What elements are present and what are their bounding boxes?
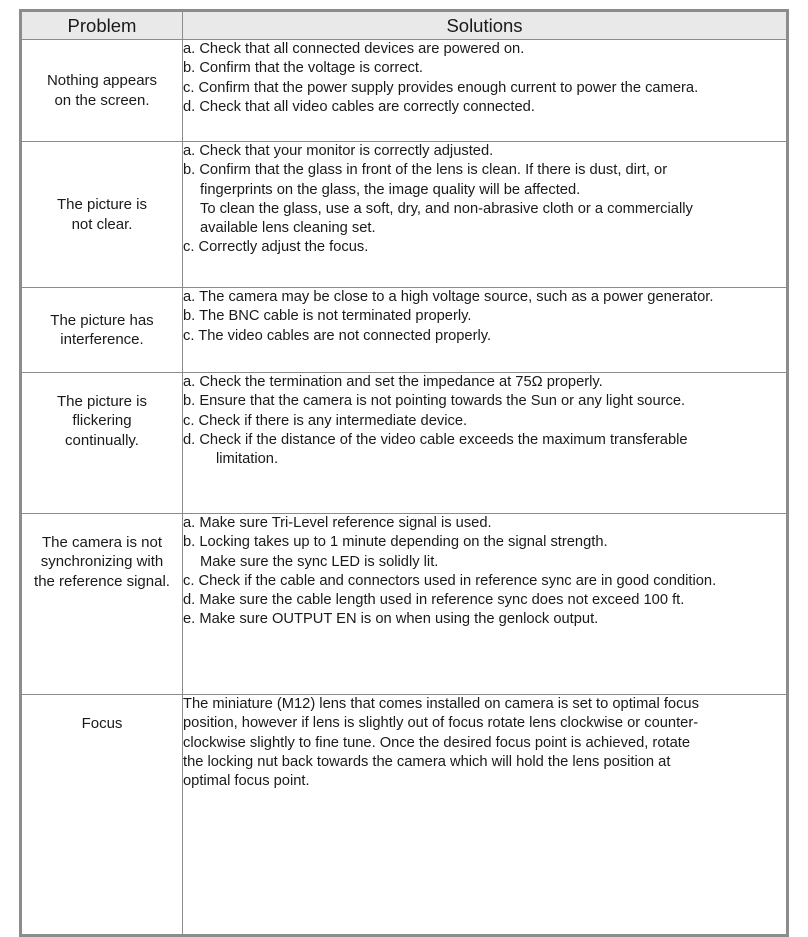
problem-cell bbox=[21, 142, 183, 288]
problem-column-header: Problem bbox=[21, 11, 183, 40]
solutions-column-header: Solutions bbox=[183, 11, 788, 40]
paragraph-line: the locking nut back towards the camera which will hold the lens position at bbox=[183, 753, 671, 770]
problem-line: the reference signal. bbox=[34, 572, 170, 590]
problem-cell bbox=[21, 40, 183, 142]
problem-cell bbox=[21, 695, 183, 936]
problem-cell bbox=[21, 373, 183, 514]
problem-line: Nothing appears bbox=[46, 72, 158, 90]
solution-line: available lens cleaning set. bbox=[200, 220, 376, 237]
table-row bbox=[21, 40, 788, 142]
paragraph-line: clockwise slightly to fine tune. Once the desired focus point is achieved, rotate bbox=[183, 734, 690, 751]
paragraph-line: optimal focus point. bbox=[183, 773, 310, 790]
table-row bbox=[21, 288, 788, 373]
solution-line: d. Check if the distance of the video cable exceeds the maximum transferable bbox=[183, 431, 688, 448]
problem-cell bbox=[21, 288, 183, 373]
problem-line: synchronizing with bbox=[40, 553, 164, 571]
table-row bbox=[21, 695, 788, 936]
problem-line: on the screen. bbox=[54, 91, 150, 109]
solution-line: Make sure the sync LED is solidly lit. bbox=[200, 553, 439, 570]
problem-line: flickering bbox=[72, 412, 132, 430]
solution-line: d. Check that all video cables are correctly connected. bbox=[183, 98, 535, 115]
solution-line: a. Check that all connected devices are powered on. bbox=[183, 41, 525, 57]
problem-cell bbox=[21, 514, 183, 695]
solutions-cell bbox=[183, 40, 788, 142]
problem-line: continually. bbox=[65, 431, 139, 449]
problem-line: interference. bbox=[60, 331, 144, 348]
table-row bbox=[21, 373, 788, 514]
paragraph-line: position, however if lens is slightly out of focus rotate lens clockwise or counter- bbox=[183, 715, 699, 732]
table-row bbox=[21, 514, 788, 695]
solution-line: c. The video cables are not connected properly. bbox=[183, 327, 492, 344]
solution-line: b. Ensure that the camera is not pointing towards the Sun or any light source. bbox=[183, 393, 686, 410]
solution-line: a. The camera may be close to a high voltage source, such as a power generator. bbox=[183, 289, 714, 305]
solution-line: c. Check if the cable and connectors used in reference sync are in good condition. bbox=[183, 572, 717, 589]
table-row bbox=[21, 142, 788, 288]
solutions-cell bbox=[183, 288, 788, 373]
solutions-cell bbox=[183, 514, 788, 695]
solution-line: c. Confirm that the power supply provides enough current to power the camera. bbox=[183, 79, 699, 96]
solution-line: b. Confirm that the glass in front of the lens is clean. If there is dust, dirt, or bbox=[183, 162, 668, 179]
solution-line: a. Make sure Tri-Level reference signal is used. bbox=[183, 515, 492, 531]
solution-line: b. Locking takes up to 1 minute depending on the signal strength. bbox=[183, 534, 608, 551]
solution-line: d. Make sure the cable length used in reference sync does not exceed 100 ft. bbox=[183, 592, 685, 609]
problem-line: The picture is bbox=[56, 196, 148, 214]
problem-line: not clear. bbox=[71, 215, 133, 233]
problem-line: The picture has bbox=[50, 311, 154, 329]
problem-line: The picture is bbox=[56, 393, 148, 410]
solution-line: limitation. bbox=[216, 451, 279, 468]
solution-line: e. Make sure OUTPUT EN is on when using the genlock output. bbox=[183, 611, 599, 628]
solutions-cell bbox=[183, 373, 788, 514]
troubleshooting-table bbox=[19, 9, 789, 937]
solution-line: b. The BNC cable is not terminated properly. bbox=[183, 308, 472, 325]
solution-line: c. Correctly adjust the focus. bbox=[183, 239, 369, 256]
solution-line: b. Confirm that the voltage is correct. bbox=[183, 60, 423, 77]
solutions-cell bbox=[183, 142, 788, 288]
solution-line: a. Check that your monitor is correctly adjusted. bbox=[183, 143, 494, 159]
problem-line: Focus bbox=[81, 715, 123, 732]
problem-line: The camera is not bbox=[41, 534, 163, 551]
solution-line: fingerprints on the glass, the image quality will be affected. bbox=[200, 181, 581, 198]
solution-line: c. Check if there is any intermediate device. bbox=[183, 412, 468, 429]
focus-paragraph-cell bbox=[183, 695, 788, 936]
solution-line: To clean the glass, use a soft, dry, and non-abrasive cloth or a commercially bbox=[200, 200, 693, 217]
paragraph-line: The miniature (M12) lens that comes installed on camera is set to optimal focus bbox=[183, 696, 699, 712]
solution-line: a. Check the termination and set the impedance at 75Ω properly. bbox=[183, 374, 603, 390]
